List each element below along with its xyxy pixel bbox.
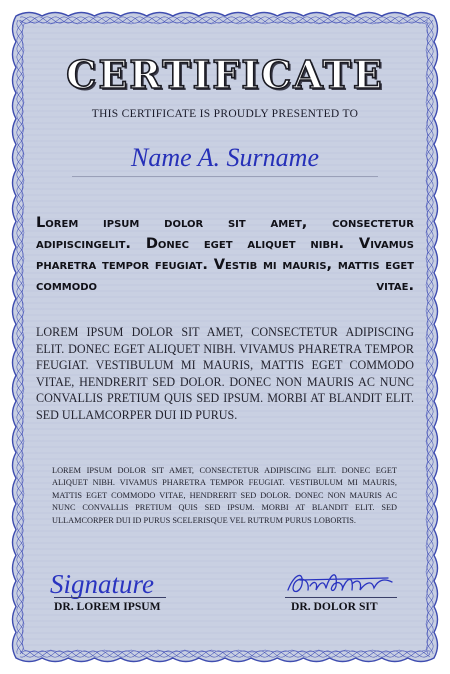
signature-right-name: DR. DOLOR SIT — [291, 600, 378, 613]
presented-to-subtitle: THIS CERTIFICATE IS PROUDLY PRESENTED TO — [91, 108, 359, 120]
name-underline — [72, 176, 378, 177]
signature-left-line — [54, 597, 166, 598]
paragraph-large: Lorem ipsum dolor sit amet, consectetur adipiscingelit. Donec eget aliquet nibh. Vivamus pharetra tempor feugiat. Vestib mi mauris, mattis eget commodo vitae. — [36, 214, 414, 294]
title-wrap — [0, 52, 450, 97]
signature-left-name: DR. LOREM IPSUM — [54, 600, 161, 613]
signature-left-script: Signature — [50, 569, 154, 599]
signature-right-scribble — [280, 560, 400, 600]
signature-right-line — [285, 597, 397, 598]
certificate-title: CERTIFICATE — [66, 52, 384, 97]
paragraph-small: LOREM IPSUM DOLOR SIT AMET, CONSECTETUR ADIPISCING ELIT. DONEC EGET ALIQUET NIBH. VIVAMUS PHARETRA TEMPOR FEUGIAT. VESTIBULUM MI MAURIS, MATTIS EGET COMMODO VITAE, HENDRERIT SED DOLOR. DONEC NON MAURIS AC NUNC CONVALLIS PRETIUM QUIS SED IPSUM. MORBI AT BLANDIT ELIT. SED ULLAMCORPER DUI ID PURUS SCELERISQUE VEL RUTRUM PURUS LOBORTIS. — [52, 466, 397, 525]
recipient-name: Name A. Surname — [130, 143, 319, 172]
paragraph-medium: LOREM IPSUM DOLOR SIT AMET, CONSECTETUR ADIPISCING ELIT. DONEC EGET ALIQUET NIBH. VIVAMUS PHARETRA TEMPOR FEUGIAT. VESTIBULUM MI MAURIS, MATTIS EGET COMMODO VITAE, HENDRERIT SED DOLOR. DONEC NON MAURIS AC NUNC CONVALLIS PRETIUM QUIS SED IPSUM. MORBI AT BLANDIT ELIT. SED ULLAMCORPER DUI ID PURUS. — [36, 325, 414, 422]
